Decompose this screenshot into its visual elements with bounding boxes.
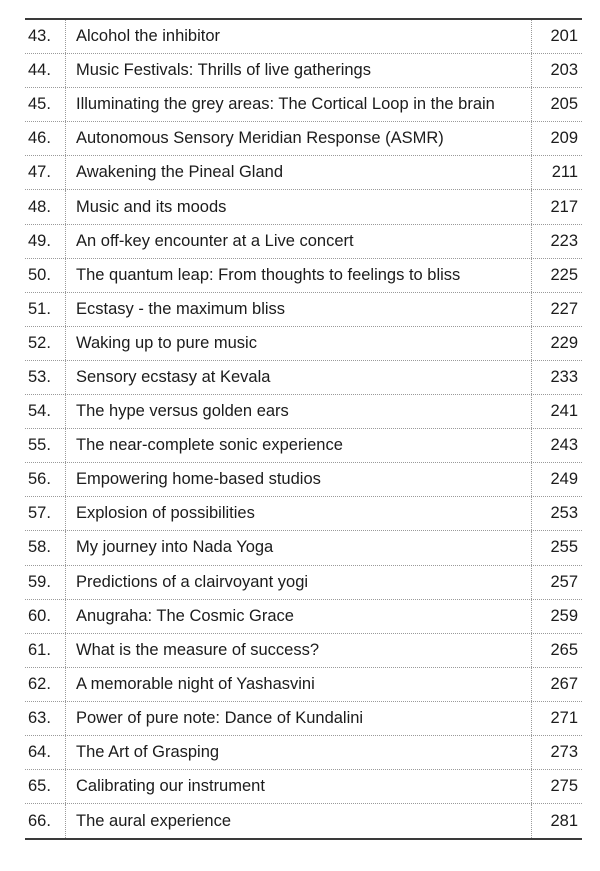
toc-entry-number: 64.	[28, 743, 51, 762]
toc-entry-number: 58.	[28, 538, 51, 557]
table-of-contents	[25, 18, 582, 840]
toc-entry-page: 205	[550, 95, 578, 114]
toc-entry-page: 253	[550, 504, 578, 523]
toc-entry-page: 243	[550, 436, 578, 455]
toc-entry-title: Autonomous Sensory Meridian Response (ASMR)	[76, 129, 444, 148]
toc-entry-title: The near-complete sonic experience	[76, 436, 343, 455]
toc-row	[25, 395, 582, 429]
toc-entry-page: 227	[550, 299, 578, 318]
toc-entry-number: 63.	[28, 708, 51, 727]
toc-entry-number: 62.	[28, 674, 51, 693]
toc-row	[25, 293, 582, 327]
toc-entry-title: Calibrating our instrument	[76, 777, 265, 796]
toc-row	[25, 156, 582, 190]
toc-entry-title: The quantum leap: From thoughts to feelings to bliss	[76, 265, 461, 284]
toc-row	[25, 88, 582, 122]
toc-entry-title: Music and its moods	[76, 197, 227, 216]
toc-row	[25, 225, 582, 259]
toc-entry-title: My journey into Nada Yoga	[76, 538, 274, 557]
toc-entry-title: Ecstasy - the maximum bliss	[76, 299, 286, 318]
toc-entry-number: 45.	[28, 95, 51, 114]
toc-entry-page: 257	[550, 572, 578, 591]
toc-entry-title: The Art of Grasping	[76, 743, 220, 762]
toc-entry-number: 49.	[28, 231, 51, 250]
toc-entry-page: 249	[550, 470, 578, 489]
toc-entry-page: 217	[550, 197, 578, 216]
toc-row	[25, 327, 582, 361]
toc-entry-title: Illuminating the grey areas: The Cortical Loop in the brain	[76, 95, 495, 114]
toc-entry-number: 44.	[28, 61, 51, 80]
toc-row	[25, 190, 582, 224]
toc-entry-number: 43.	[28, 27, 51, 46]
toc-row	[25, 566, 582, 600]
toc-entry-title: Waking up to pure music	[76, 333, 257, 352]
toc-entry-title: An off-key encounter at a Live concert	[76, 231, 354, 250]
toc-row	[25, 634, 582, 668]
toc-entry-number: 48.	[28, 197, 51, 216]
toc-entry-page: 225	[550, 265, 578, 284]
toc-entry-number: 53.	[28, 367, 51, 386]
toc-entry-title: Sensory ecstasy at Kevala	[76, 367, 271, 386]
toc-entry-title: Explosion of possibilities	[76, 504, 255, 523]
toc-row	[25, 736, 582, 770]
toc-row	[25, 531, 582, 565]
toc-row	[25, 804, 582, 838]
toc-entry-number: 50.	[28, 265, 51, 284]
toc-row	[25, 463, 582, 497]
toc-row	[25, 497, 582, 531]
toc-entry-title: Awakening the Pineal Gland	[76, 163, 284, 182]
toc-entry-page: 267	[550, 674, 578, 693]
toc-entry-page: 281	[550, 811, 578, 830]
toc-entry-title: Anugraha: The Cosmic Grace	[76, 606, 294, 625]
toc-entry-number: 66.	[28, 811, 51, 830]
toc-entry-title: A memorable night of Yashasvini	[76, 674, 315, 693]
toc-entry-page: 241	[550, 402, 578, 421]
toc-row	[25, 429, 582, 463]
toc-entry-number: 65.	[28, 777, 51, 796]
toc-entry-page: 223	[550, 231, 578, 250]
toc-entry-title: The hype versus golden ears	[76, 402, 289, 421]
toc-entry-number: 51.	[28, 299, 51, 318]
toc-entry-page: 265	[550, 640, 578, 659]
toc-entry-title: Predictions of a clairvoyant yogi	[76, 572, 309, 591]
toc-row	[25, 770, 582, 804]
toc-row	[25, 20, 582, 54]
toc-entry-title: What is the measure of success?	[76, 640, 320, 659]
toc-entry-number: 47.	[28, 163, 51, 182]
toc-entry-number: 60.	[28, 606, 51, 625]
toc-entry-number: 56.	[28, 470, 51, 489]
toc-entry-page: 209	[550, 129, 578, 148]
toc-entry-title: Music Festivals: Thrills of live gatherings	[76, 61, 371, 80]
toc-entry-page: 275	[550, 777, 578, 796]
toc-entry-number: 57.	[28, 504, 51, 523]
toc-entry-title: Alcohol the inhibitor	[76, 27, 221, 46]
toc-entry-page: 259	[550, 606, 578, 625]
toc-entry-title: Power of pure note: Dance of Kundalini	[76, 708, 364, 727]
toc-entry-number: 61.	[28, 640, 51, 659]
toc-row	[25, 122, 582, 156]
toc-row	[25, 361, 582, 395]
toc-entry-title: Empowering home-based studios	[76, 470, 321, 489]
toc-entry-page: 203	[550, 61, 578, 80]
toc-entry-page: 271	[550, 708, 578, 727]
toc-row	[25, 259, 582, 293]
toc-entry-number: 46.	[28, 129, 51, 148]
toc-entry-page: 273	[550, 743, 578, 762]
toc-entry-number: 59.	[28, 572, 51, 591]
toc-entry-page: 229	[550, 333, 578, 352]
toc-row	[25, 54, 582, 88]
toc-row	[25, 600, 582, 634]
toc-entry-page: 211	[551, 163, 578, 182]
toc-entry-page: 255	[550, 538, 578, 557]
toc-entry-number: 54.	[28, 402, 51, 421]
toc-entry-number: 55.	[28, 436, 51, 455]
toc-entry-number: 52.	[28, 333, 51, 352]
toc-entry-page: 233	[550, 367, 578, 386]
toc-row	[25, 668, 582, 702]
toc-entry-page: 201	[550, 27, 578, 46]
toc-row	[25, 702, 582, 736]
toc-entry-title: The aural experience	[76, 811, 232, 830]
